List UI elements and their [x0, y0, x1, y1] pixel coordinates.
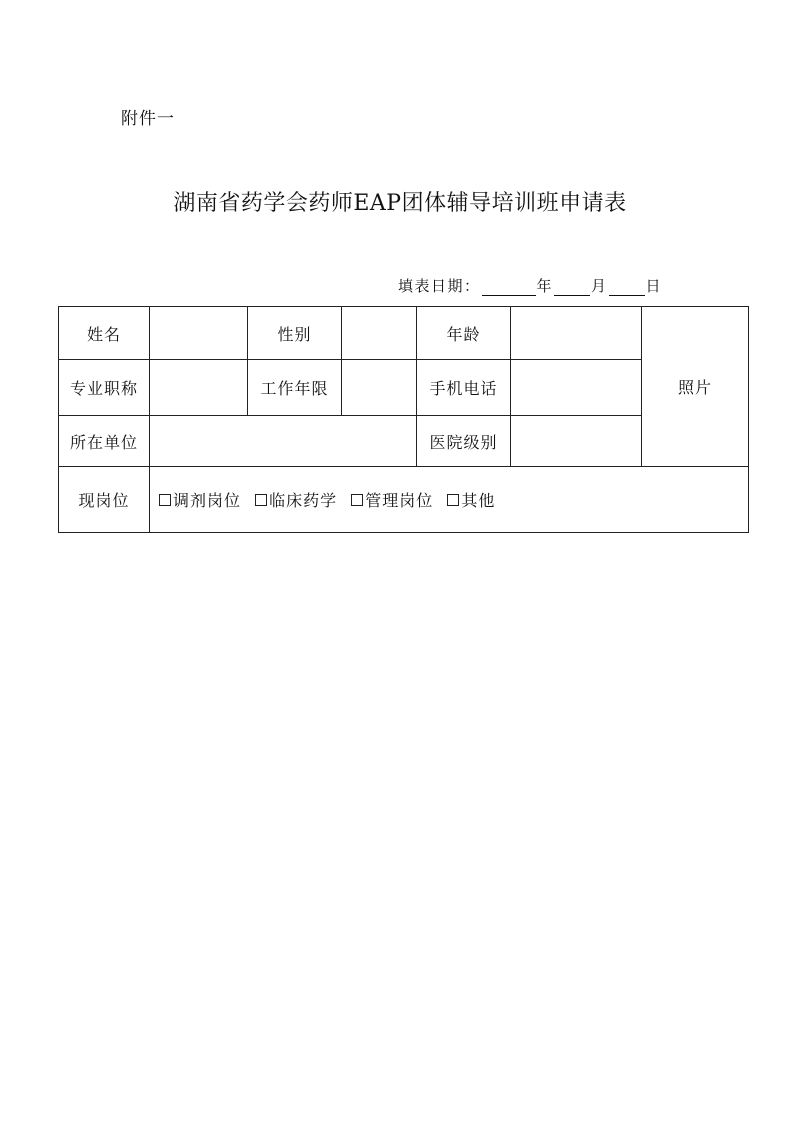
name-label: 姓名 [59, 307, 150, 360]
work-unit-field[interactable] [150, 416, 417, 467]
year-blank[interactable] [482, 279, 536, 296]
hospital-level-label: 医院级别 [417, 416, 511, 467]
day-blank[interactable] [609, 279, 645, 296]
gender-label: 性别 [248, 307, 342, 360]
mobile-phone-label: 手机电话 [417, 360, 511, 416]
gender-field[interactable] [342, 307, 417, 360]
day-label: 日 [645, 277, 663, 295]
option-management[interactable] [351, 488, 433, 511]
age-field[interactable] [511, 307, 642, 360]
mobile-phone-field[interactable] [511, 360, 642, 416]
option-dispensing[interactable] [159, 488, 241, 511]
checkbox-icon[interactable] [351, 494, 363, 506]
fill-date-label: 填表日期： [398, 277, 481, 295]
option-label: 其他 [461, 491, 496, 510]
option-label: 调剂岗位 [173, 491, 242, 510]
fill-date-line [398, 275, 662, 296]
application-form-table [58, 306, 749, 533]
hospital-level-field[interactable] [511, 416, 642, 467]
current-position-label: 现岗位 [59, 467, 150, 533]
option-label: 临床药学 [269, 491, 338, 510]
name-field[interactable] [150, 307, 248, 360]
work-unit-label: 所在单位 [59, 416, 150, 467]
professional-title-label: 专业职称 [59, 360, 150, 416]
attachment-label: 附件一 [121, 109, 175, 129]
years-of-work-field[interactable] [342, 360, 417, 416]
month-label: 月 [591, 277, 608, 295]
current-position-options [150, 467, 749, 533]
professional-title-field[interactable] [150, 360, 248, 416]
option-clinical-pharmacy[interactable] [255, 488, 337, 511]
form-title: 湖南省药学会药师EAP团体辅导培训班申请表 [173, 191, 627, 216]
year-label: 年 [536, 277, 554, 295]
checkbox-icon[interactable] [447, 494, 459, 506]
age-label: 年龄 [417, 307, 511, 360]
years-of-work-label: 工作年限 [248, 360, 342, 416]
month-blank[interactable] [554, 279, 590, 296]
checkbox-icon[interactable] [159, 494, 171, 506]
option-label: 管理岗位 [365, 491, 434, 510]
photo-area[interactable]: 照片 [642, 307, 749, 467]
checkbox-icon[interactable] [255, 494, 267, 506]
option-other[interactable] [447, 488, 495, 511]
